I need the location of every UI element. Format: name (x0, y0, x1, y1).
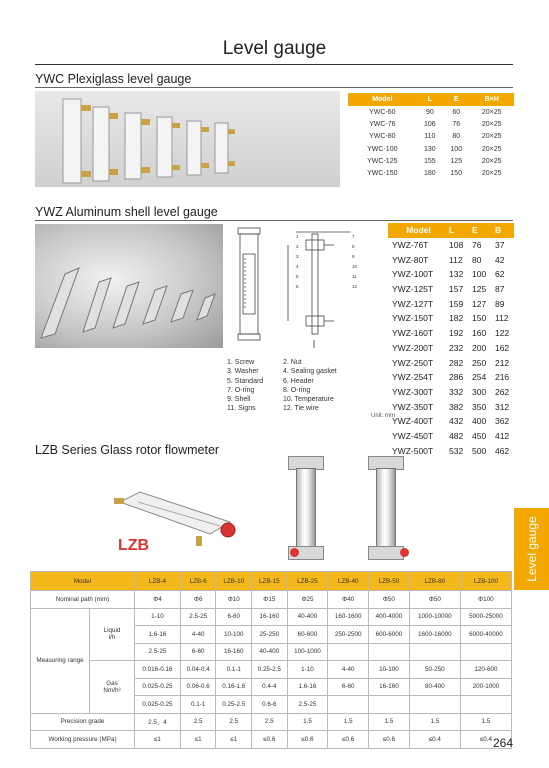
callout-number: 9 (352, 254, 355, 259)
column-header: LZB-4 (135, 572, 181, 591)
table-row (388, 282, 514, 297)
table-row (31, 713, 512, 731)
cell: ≤1 (216, 731, 252, 749)
column-header: E (443, 93, 469, 106)
cell: 10-100 (216, 626, 252, 644)
cell: 4-40 (180, 626, 216, 644)
cell: YWZ-450T (392, 430, 434, 441)
cell: 20×25 (481, 133, 502, 141)
column-header: B×H (469, 93, 514, 106)
cell: 4-40 (328, 661, 369, 679)
cell (328, 696, 369, 714)
cell: 150 (450, 170, 463, 178)
callout-number: 8 (352, 244, 355, 249)
cell: YWZ-125T (392, 284, 434, 295)
cell: ≤0.6 (287, 731, 328, 749)
cell: 286 (449, 372, 464, 383)
cell: 80 (471, 254, 482, 265)
cell: 1-10 (287, 661, 328, 679)
cell: 2.5-25 (180, 608, 216, 626)
side-tab (514, 508, 549, 590)
table-row (388, 296, 514, 311)
cell: 110 (424, 133, 436, 141)
legend-item: 7. O-ring (227, 386, 255, 394)
cell: 412 (494, 430, 510, 441)
cell: 200-1000 (460, 678, 511, 696)
cell: 1.5 (409, 713, 460, 731)
table-row (388, 238, 514, 253)
lzb-spec-table (30, 571, 512, 749)
ywz-drawing-svg (230, 224, 375, 354)
column-header: LZB-25 (287, 572, 328, 591)
ywz-parts-legend (227, 358, 377, 414)
cell: Φ40 (328, 591, 369, 609)
table-row (348, 167, 514, 179)
legend-item: 12. Tie wire (283, 405, 319, 413)
cell (460, 643, 511, 661)
legend-item: 11. Signs (227, 405, 256, 413)
cell: 16-160 (369, 678, 410, 696)
cell: Φ50 (369, 591, 410, 609)
cell: 0.25-2.5 (216, 696, 252, 714)
cell: 6-60 (180, 643, 216, 661)
cell: 16-160 (216, 643, 252, 661)
cell: 400-4000 (369, 608, 410, 626)
cell: ≤0.6 (369, 731, 410, 749)
cell: 6000-40000 (460, 626, 511, 644)
table-row (31, 661, 512, 679)
cell: 350 (471, 401, 487, 412)
cell: 100 (471, 269, 487, 280)
cell: 0.06-0.6 (180, 678, 216, 696)
cell: 10-100 (369, 661, 410, 679)
cell: 0.4-4 (252, 678, 288, 696)
column-header: Model (31, 572, 135, 591)
cell: 20×25 (481, 170, 502, 178)
ywc-product-photo (35, 91, 340, 187)
cell: 1.6-16 (287, 678, 328, 696)
cell: Φ25 (287, 591, 328, 609)
page-number: 264 (493, 736, 514, 750)
callout-number: 4 (296, 264, 299, 269)
cell: 232 (449, 342, 464, 353)
side-tab-label: Level gauge (524, 516, 539, 582)
cell: 127 (471, 298, 487, 309)
legend-row (227, 358, 377, 367)
table-row (388, 429, 514, 444)
page-title: Level gauge (222, 38, 327, 59)
table-header-row (31, 572, 512, 591)
cell: YWZ-254T (392, 372, 434, 383)
column-header: L (445, 223, 468, 238)
cell: 1.6-16 (135, 626, 181, 644)
row-label: Precision grade (31, 713, 135, 731)
cell: YWZ-400T (392, 416, 434, 427)
liquid-label: Liquid (103, 627, 121, 635)
column-header: L (417, 93, 443, 106)
cell: YWC-80 (369, 133, 396, 141)
cell: 250 (471, 357, 487, 368)
title-divider (35, 64, 513, 65)
table-row (31, 608, 512, 626)
cell: 80 (452, 133, 461, 141)
cell: 300 (471, 386, 487, 397)
cell: 312 (494, 401, 510, 412)
cell: 150 (471, 313, 487, 324)
cell: 132 (449, 269, 464, 280)
cell: 2.5 (180, 713, 216, 731)
cell: 0.1-1 (216, 661, 252, 679)
table-row (31, 591, 512, 609)
cell: 20×25 (481, 157, 502, 165)
callout-number: 2 (296, 244, 299, 249)
cell: 2.5、4 (135, 713, 181, 731)
cell: 60-600 (287, 626, 328, 644)
cell: 532 (449, 445, 464, 456)
liquid-unit: l/h (108, 634, 116, 642)
cell: ≤1 (135, 731, 181, 749)
cell: 192 (449, 328, 464, 339)
legend-item: 4. Sealing gasket (283, 368, 337, 376)
column-header: LZB-40 (328, 572, 369, 591)
legend-item: 8. O-ring (283, 386, 311, 394)
callout-number: 10 (352, 264, 358, 269)
column-header: LZB-15 (252, 572, 288, 591)
column-header: Model (388, 223, 445, 238)
valve-knob-icon (400, 548, 409, 557)
cell: 162 (494, 342, 510, 353)
ywc-spec-table (348, 93, 514, 180)
cell: YWZ-250T (392, 357, 434, 368)
cell: 0.025-0.25 (135, 696, 181, 714)
column-header: LZB-10 (216, 572, 252, 591)
cell: 112 (494, 313, 509, 324)
bottom-fitting (368, 546, 404, 560)
gas-unit: Nm/h³ (103, 686, 121, 694)
cell: 76 (471, 240, 482, 251)
cell (409, 696, 460, 714)
cell: 0.1-1 (180, 696, 216, 714)
cell: 450 (471, 430, 487, 441)
ywz-heading: YWZ Aluminum shell level gauge (35, 205, 218, 219)
cell: YWC-100 (367, 145, 398, 153)
cell: 100 (450, 145, 463, 153)
cell: 159 (449, 298, 464, 309)
table-row (388, 370, 514, 385)
cell: YWZ-76T (392, 240, 429, 251)
ywc-gauges-illustration (35, 91, 340, 187)
table-row (388, 399, 514, 414)
cell: YWZ-500T (392, 445, 434, 456)
legend-item: 5. Standard (227, 377, 264, 385)
cell: 482 (449, 430, 464, 441)
cell: 20×25 (481, 108, 502, 116)
cell: Φ4 (135, 591, 181, 609)
cell: 89 (494, 298, 505, 309)
cell (369, 643, 410, 661)
cell: 1600-16000 (409, 626, 460, 644)
cell: 80-400 (409, 678, 460, 696)
cell: 155 (423, 157, 436, 165)
cell: 6-60 (216, 608, 252, 626)
cell: 1.5 (328, 713, 369, 731)
table-header-row (348, 93, 514, 106)
cell: 400 (471, 416, 487, 427)
cell: 1000-10000 (409, 608, 460, 626)
cell: 62 (494, 269, 505, 280)
lzb-label: LZB (118, 537, 150, 554)
cell: YWZ-150T (392, 313, 434, 324)
callout-number: 11 (352, 274, 357, 279)
cell: YWZ-200T (392, 342, 434, 353)
ywc-divider (35, 87, 513, 88)
cell: YWC-125 (367, 157, 398, 165)
ywz-gauges-illustration (35, 224, 223, 348)
cell: 112 (449, 254, 463, 265)
cell: 2.5 (216, 713, 252, 731)
cell: ≤0.4 (409, 731, 460, 749)
cell: 60 (452, 108, 461, 116)
cell: 500 (471, 445, 487, 456)
column-header: LZB-6 (180, 572, 216, 591)
cell: ≤1 (180, 731, 216, 749)
table-row (388, 341, 514, 356)
cell: 250-2500 (328, 626, 369, 644)
ywz-technical-drawing (230, 224, 375, 354)
table-row (388, 326, 514, 341)
column-header: E (468, 223, 491, 238)
cell: 0.25-2.5 (252, 661, 288, 679)
ywc-heading: YWC Plexiglass level gauge (35, 72, 192, 86)
cell: YWZ-300T (392, 386, 434, 397)
table-header-row (388, 223, 514, 238)
cell: Φ10 (216, 591, 252, 609)
table-row (348, 131, 514, 143)
table-row (388, 355, 514, 370)
legend-item: 3. Washer (227, 368, 259, 376)
ywz-spec-table (388, 223, 514, 458)
cell: Φ100 (460, 591, 511, 609)
column-header: B (491, 223, 514, 238)
table-row (348, 106, 514, 118)
cell: 40-400 (287, 608, 328, 626)
callout-number: 12 (352, 284, 358, 289)
callout-number: 5 (296, 274, 299, 279)
table-row (388, 414, 514, 429)
legend-row (227, 395, 377, 404)
table-row (388, 385, 514, 400)
cell: 16-160 (252, 608, 288, 626)
cell (328, 643, 369, 661)
cell: 50-250 (409, 661, 460, 679)
cell: Φ6 (180, 591, 216, 609)
cell: 2.5-25 (287, 696, 328, 714)
cell: 0.04-0.4 (180, 661, 216, 679)
callout-number: 7 (352, 234, 355, 239)
cell: 180 (423, 170, 436, 178)
cell (369, 696, 410, 714)
cell: 0.025-0.25 (135, 678, 181, 696)
cell: 5000-25000 (460, 608, 511, 626)
cell: 382 (449, 401, 464, 412)
liquid-label-cell (90, 608, 135, 661)
cell: 254 (471, 372, 487, 383)
valve-knob-icon (290, 548, 299, 557)
cell: 130 (423, 145, 436, 153)
cell: 125 (471, 284, 487, 295)
row-label: Working pressure (MPa) (31, 731, 135, 749)
column-header: Model (348, 93, 417, 106)
cell: 2.5-25 (135, 643, 181, 661)
cell: 106 (423, 120, 436, 128)
cell (409, 643, 460, 661)
cell: 90 (425, 108, 434, 116)
cell: ≤0.6 (328, 731, 369, 749)
legend-item: 10. Temperature (283, 396, 334, 404)
cell: 87 (494, 284, 505, 295)
cell: YWZ-127T (392, 298, 434, 309)
cell: YWC-76 (369, 120, 396, 128)
legend-item: 2. Nut (283, 359, 302, 366)
cell: 212 (494, 357, 510, 368)
cell: 42 (494, 254, 505, 265)
cell: YWC-60 (369, 108, 396, 116)
table-row (388, 311, 514, 326)
cell: 462 (494, 445, 510, 456)
cell: 6-60 (328, 678, 369, 696)
cell: 122 (494, 328, 510, 339)
table-row (388, 252, 514, 267)
table-row (348, 143, 514, 155)
cell: 20×25 (481, 120, 502, 128)
cell: 200 (471, 342, 487, 353)
callout-number: 6 (296, 284, 299, 289)
gas-label: Gas (106, 679, 118, 687)
cell: 0.6-6 (252, 696, 288, 714)
cell: 2.5 (252, 713, 288, 731)
gas-label-cell (90, 661, 135, 714)
cell: 20×25 (481, 145, 502, 153)
cell (460, 696, 511, 714)
cell: 1.5 (460, 713, 511, 731)
legend-item: 1. Screw (227, 359, 255, 366)
cell: 262 (494, 386, 510, 397)
cell: 1-10 (135, 608, 181, 626)
cell: 1.5 (287, 713, 328, 731)
ywz-divider (35, 220, 513, 221)
cell: YWZ-80T (392, 254, 429, 265)
cell: Φ50 (409, 591, 460, 609)
cell: YWZ-100T (392, 269, 434, 280)
cell: 76 (452, 120, 461, 128)
cell: YWZ-160T (392, 328, 434, 339)
column-header: LZB-50 (369, 572, 410, 591)
legend-item: 6. Header (283, 377, 314, 385)
legend-row (227, 404, 377, 413)
legend-item: 9. Shell (227, 396, 251, 404)
cell: 0.16-1.6 (216, 678, 252, 696)
cell: Φ15 (252, 591, 288, 609)
glass-tube (296, 468, 316, 548)
table-row (31, 731, 512, 749)
cell: ≤0.4 (460, 731, 511, 749)
cell: YWC-150 (367, 170, 398, 178)
cell: 100-1000 (287, 643, 328, 661)
cell: 160 (471, 328, 487, 339)
cell: 362 (494, 416, 510, 427)
cell: 182 (449, 313, 464, 324)
lzb-flowmeter-vertical-photo-1 (282, 452, 332, 562)
cell: 160-1600 (328, 608, 369, 626)
ywz-product-photo (35, 224, 223, 348)
lzb-heading: LZB Series Glass rotor flowmeter (35, 443, 220, 457)
legend-row (227, 377, 377, 386)
cell: 282 (449, 357, 464, 368)
cell: 332 (449, 386, 464, 397)
legend-row (227, 367, 377, 376)
row-label: Nominal path (mm) (31, 591, 135, 609)
cell: YWZ-350T (392, 401, 434, 412)
lzb-flowmeter-vertical-photo-2 (356, 452, 416, 562)
cell: 600-6000 (369, 626, 410, 644)
cell: 37 (494, 240, 505, 251)
cell: 40-400 (252, 643, 288, 661)
cell: 432 (449, 416, 464, 427)
row-label: Measuring range (31, 608, 90, 713)
cell: ≤0.6 (252, 731, 288, 749)
cell: 157 (449, 284, 464, 295)
table-row (388, 267, 514, 282)
column-header: LZB-100 (460, 572, 511, 591)
glass-tube (376, 468, 396, 548)
cell: 108 (449, 240, 464, 251)
cell: 0.016-0.16 (135, 661, 181, 679)
cell: 25-250 (252, 626, 288, 644)
cell: 125 (450, 157, 463, 165)
cell: 216 (494, 372, 510, 383)
callout-number: 1 (296, 234, 299, 239)
unit-note: Unit: mm (371, 413, 395, 419)
callout-number: 3 (296, 254, 299, 259)
table-row (348, 155, 514, 167)
cell: 120-600 (460, 661, 511, 679)
column-header: LZB-80 (409, 572, 460, 591)
table-row (348, 118, 514, 130)
cell: 1.5 (369, 713, 410, 731)
legend-row (227, 386, 377, 395)
